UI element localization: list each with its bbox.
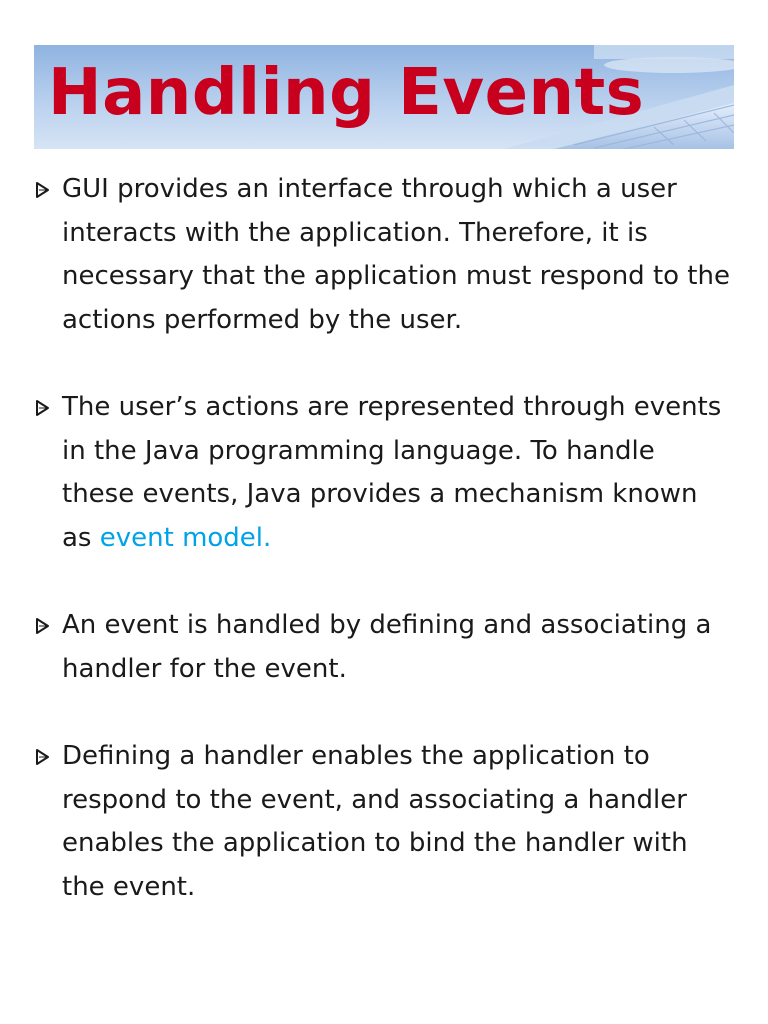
bullet-text: GUI provides an interface through which a user interacts with the application. Therefore, it is necessary that the application must respond to the actions performed by the user. bbox=[62, 174, 730, 335]
arrow-bullet-icon bbox=[34, 399, 56, 417]
event-model-term: event model. bbox=[99, 522, 272, 553]
arrow-bullet-icon bbox=[34, 181, 56, 199]
bullet-list bbox=[34, 168, 734, 953]
bullet-item bbox=[34, 735, 734, 909]
title-banner bbox=[34, 45, 734, 149]
bullet-item bbox=[34, 168, 734, 342]
bullet-item bbox=[34, 386, 734, 560]
bullet-item bbox=[34, 604, 734, 691]
arrow-bullet-icon bbox=[34, 617, 56, 635]
slide-title: Handling Events bbox=[48, 56, 645, 130]
bullet-text: An event is handled by defining and associating a handler for the event. bbox=[62, 610, 712, 684]
arrow-bullet-icon bbox=[34, 748, 56, 766]
bullet-text: The user’s actions are represented through events in the Java programming language. To handle these events, Java provides a mechanism known as bbox=[62, 392, 722, 553]
bullet-text: Defining a handler enables the application to respond to the event, and associating a handler enables the application to bind the handler with the event. bbox=[62, 741, 688, 902]
